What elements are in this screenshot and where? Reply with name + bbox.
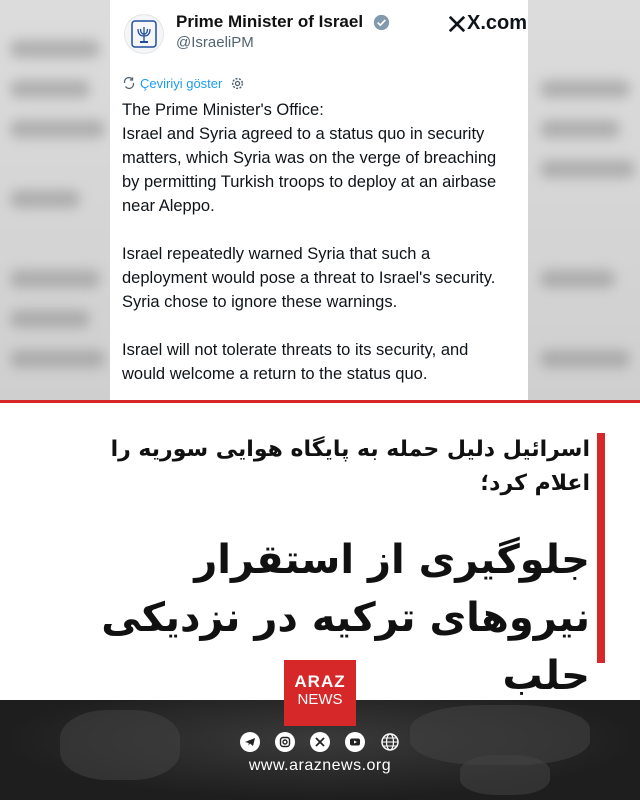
website-url[interactable]: www.araznews.org xyxy=(248,757,392,774)
menorah-emblem-icon xyxy=(131,20,157,48)
x-com-label xyxy=(448,12,527,35)
youtube-icon[interactable] xyxy=(345,732,365,752)
logo-text-top: ARAZ xyxy=(294,672,346,691)
translate-link[interactable]: Çeviriyi göster xyxy=(140,75,223,91)
translate-row xyxy=(122,68,514,98)
tweet-paragraph-3: Israel will not tolerate threats to its security, and would welcome a return to the status quo. xyxy=(122,341,469,383)
x-com-text: X.com xyxy=(467,12,528,34)
gear-icon[interactable] xyxy=(230,76,245,91)
social-icons-row xyxy=(240,732,400,752)
instagram-icon[interactable] xyxy=(275,732,295,752)
accent-bar xyxy=(597,433,605,663)
verified-badge-icon xyxy=(373,14,390,31)
logo-text-bottom: NEWS xyxy=(297,691,343,708)
tweet-paragraph-2: Israel repeatedly warned Syria that such a deployment would pose a threat to Israel's security. Syria chose to ignore these warnings. xyxy=(122,245,496,311)
headline-subtitle: اسرائیل دلیل حمله به پایگاه هوایی سوریه را اعلام کرد؛ xyxy=(110,437,590,496)
headline-panel xyxy=(0,400,640,700)
tweet-text xyxy=(122,98,514,386)
x-icon[interactable] xyxy=(310,732,330,752)
headline-title: جلوگیری از استقرار نیروهای ترکیه در نزدیکی حلب xyxy=(101,537,590,699)
author-handle[interactable]: @IsraeliPM xyxy=(176,34,254,51)
telegram-icon[interactable] xyxy=(240,732,260,752)
tweet-card xyxy=(110,0,528,400)
author-name[interactable]: Prime Minister of Israel xyxy=(176,12,364,31)
x-logo-icon xyxy=(448,15,466,33)
tweet-paragraph-1: The Prime Minister's Office: Israel and Syria agreed to a status quo in security matters, which Syria was on the verge of breaching by permitting Turkish troops to deploy at an airbase near Aleppo. xyxy=(122,101,497,215)
globe-icon[interactable] xyxy=(380,732,400,752)
translate-icon xyxy=(122,76,136,90)
avatar[interactable] xyxy=(124,14,164,54)
araz-news-logo[interactable] xyxy=(284,660,356,726)
tweet-header xyxy=(122,10,528,66)
